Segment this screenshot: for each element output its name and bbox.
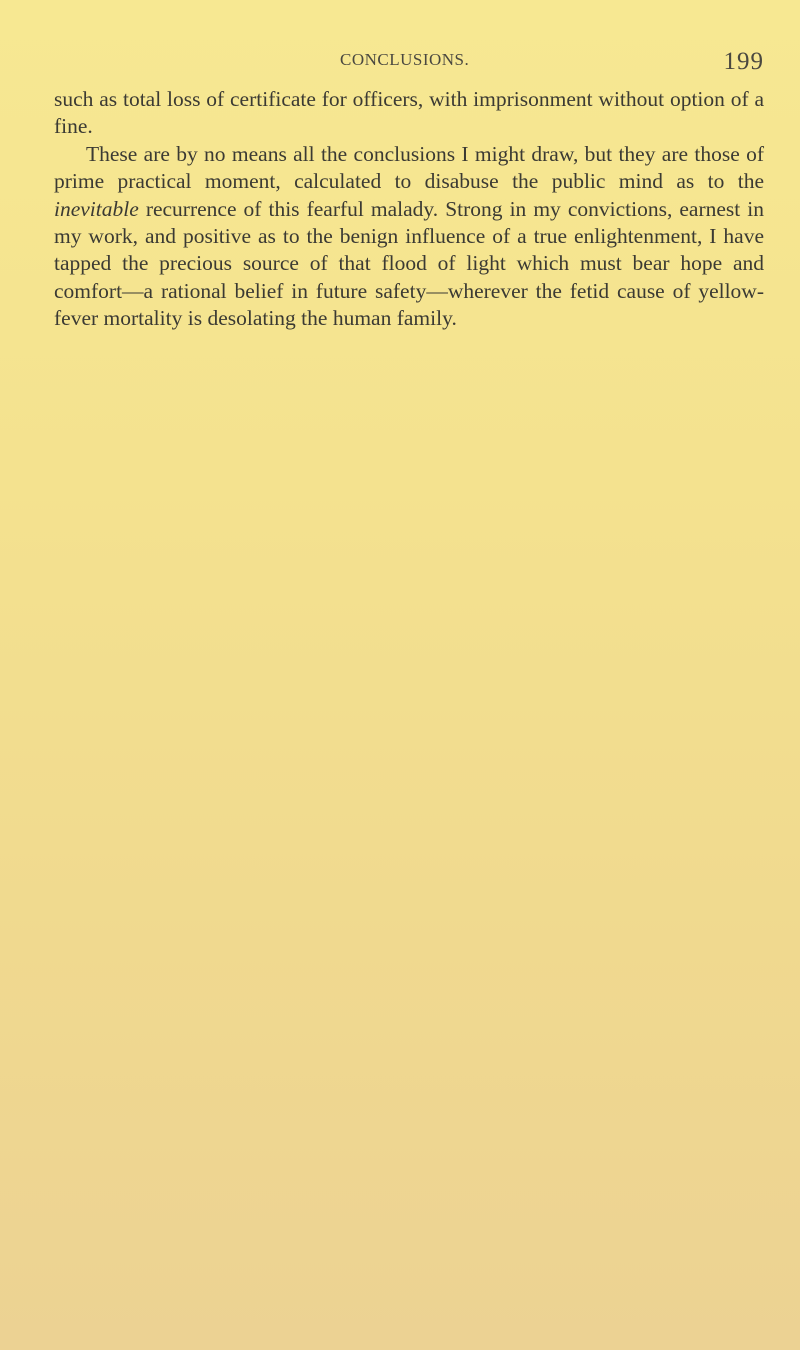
paragraph-continuation <box>54 86 764 141</box>
paragraph-2-text-start: These are by no means all the conclusions I might draw, but they are those of prime practical moment, calculated to disabuse the public mind as to the <box>54 141 764 194</box>
emphasized-word: inevitable <box>54 196 139 221</box>
paragraph-2-text-end: recurrence of this fearful malady. Strong in my convictions, earnest in my work, and positive as to the benign influence of a true enlightenment, I have tapped the precious source of that flood of light which must bear hope and comfort—a rational belief in future safety—wherever the fetid cause of yellow-fever mortality is desolating the human family. <box>54 196 764 331</box>
running-head <box>54 44 764 84</box>
running-title: CONCLUSIONS. <box>340 50 470 69</box>
page-number: 199 <box>723 48 764 75</box>
body-text <box>54 86 764 333</box>
paragraph-1-text: such as total loss of certificate for officers, with imprisonment without option of a fine. <box>54 87 764 139</box>
paragraph-conclusions <box>54 141 764 333</box>
